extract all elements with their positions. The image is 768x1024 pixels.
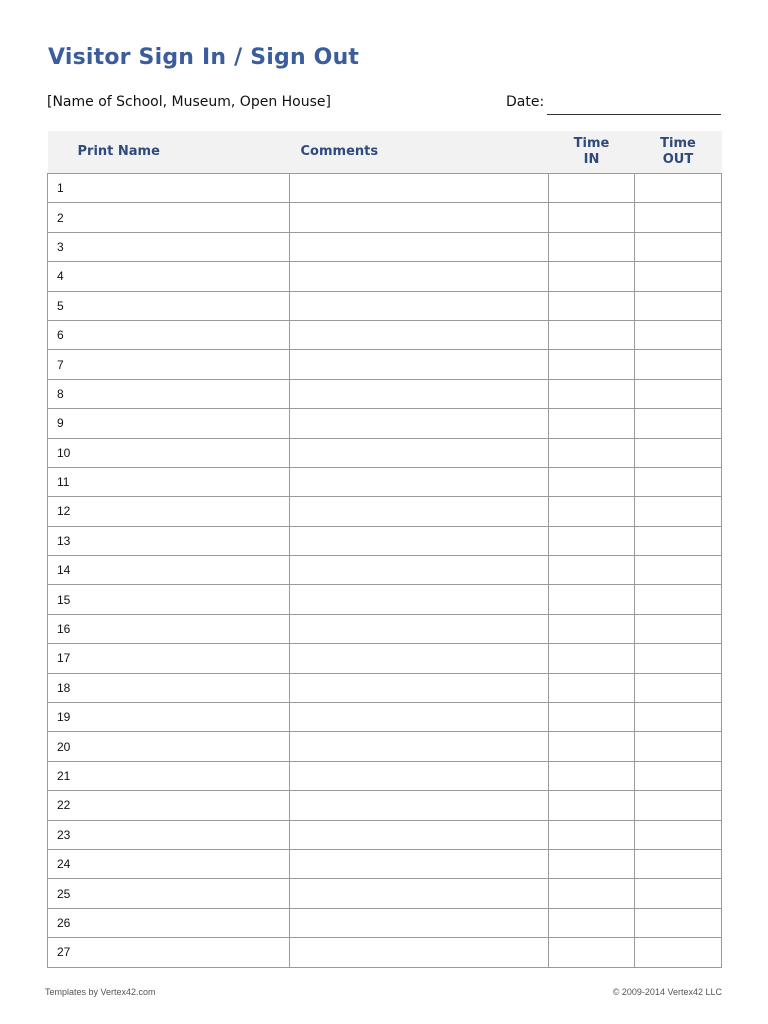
table-row (48, 673, 722, 702)
table-row (48, 467, 722, 496)
time-in-cell[interactable] (549, 409, 635, 438)
comments-cell[interactable] (290, 703, 549, 732)
time-in-cell[interactable] (549, 644, 635, 673)
row-number: 6 (57, 328, 64, 343)
print-name-cell[interactable] (48, 732, 290, 761)
comments-cell[interactable] (290, 791, 549, 820)
table-row (48, 320, 722, 349)
print-name-cell[interactable] (48, 203, 290, 232)
row-number: 8 (57, 386, 64, 401)
comments-cell[interactable] (290, 820, 549, 849)
comments-cell[interactable] (290, 320, 549, 349)
time-out-cell[interactable] (635, 379, 722, 408)
print-name-cell[interactable] (48, 174, 290, 203)
time-out-cell[interactable] (635, 938, 722, 967)
print-name-cell[interactable] (48, 820, 290, 849)
row-number: 7 (57, 357, 64, 372)
time-out-line1: Time (660, 136, 696, 151)
time-out-cell[interactable] (635, 409, 722, 438)
comments-cell[interactable] (290, 556, 549, 585)
time-out-cell[interactable] (635, 232, 722, 261)
comments-cell[interactable] (290, 644, 549, 673)
time-in-cell[interactable] (549, 203, 635, 232)
column-header-print-name: Print Name (48, 131, 290, 174)
time-in-cell[interactable] (549, 174, 635, 203)
column-header-time-out (635, 131, 722, 174)
time-out-cell[interactable] (635, 703, 722, 732)
comments-cell[interactable] (290, 526, 549, 555)
time-in-line2: IN (583, 152, 600, 167)
print-name-cell[interactable] (48, 556, 290, 585)
row-number: 26 (57, 915, 71, 930)
row-number: 25 (57, 886, 71, 901)
date-field[interactable] (506, 94, 721, 116)
row-number: 23 (57, 827, 71, 842)
print-name-cell[interactable] (48, 409, 290, 438)
print-name-cell[interactable] (48, 467, 290, 496)
print-name-cell[interactable] (48, 849, 290, 878)
comments-cell[interactable] (290, 497, 549, 526)
print-name-cell[interactable] (48, 938, 290, 967)
comments-cell[interactable] (290, 232, 549, 261)
row-number: 2 (57, 210, 64, 225)
time-out-cell[interactable] (635, 526, 722, 555)
time-out-cell[interactable] (635, 644, 722, 673)
time-in-cell[interactable] (549, 320, 635, 349)
comments-cell[interactable] (290, 174, 549, 203)
footer-copyright: © 2009-2014 Vertex42 LLC (612, 987, 722, 997)
time-out-line2: OUT (662, 152, 694, 167)
row-number: 12 (57, 504, 71, 519)
table-row (48, 497, 722, 526)
time-in-cell[interactable] (549, 585, 635, 614)
time-in-cell[interactable] (549, 291, 635, 320)
table-row (48, 174, 722, 203)
table-row (48, 438, 722, 467)
footer-credit: Templates by Vertex42.com (45, 987, 156, 997)
comments-cell[interactable] (290, 761, 549, 790)
time-in-cell[interactable] (549, 232, 635, 261)
visitor-log-table (47, 131, 722, 968)
table-row (48, 232, 722, 261)
comments-cell[interactable] (290, 203, 549, 232)
comments-cell[interactable] (290, 467, 549, 496)
table-body (48, 174, 722, 968)
time-out-cell[interactable] (635, 732, 722, 761)
table-row (48, 614, 722, 643)
comments-cell[interactable] (290, 409, 549, 438)
time-out-cell[interactable] (635, 908, 722, 937)
time-in-cell[interactable] (549, 262, 635, 291)
row-number: 3 (57, 239, 64, 254)
comments-cell[interactable] (290, 732, 549, 761)
print-name-cell[interactable] (48, 585, 290, 614)
print-name-cell[interactable] (48, 761, 290, 790)
print-name-cell[interactable] (48, 232, 290, 261)
table-row (48, 350, 722, 379)
time-in-cell[interactable] (549, 732, 635, 761)
print-name-cell[interactable] (48, 703, 290, 732)
row-number: 17 (57, 651, 71, 666)
time-in-cell[interactable] (549, 379, 635, 408)
table-row (48, 526, 722, 555)
table-row (48, 203, 722, 232)
comments-cell[interactable] (290, 379, 549, 408)
time-out-cell[interactable] (635, 467, 722, 496)
row-number: 24 (57, 857, 71, 872)
time-in-cell[interactable] (549, 673, 635, 702)
print-name-cell[interactable] (48, 350, 290, 379)
print-name-cell[interactable] (48, 791, 290, 820)
print-name-cell[interactable] (48, 644, 290, 673)
print-name-cell[interactable] (48, 908, 290, 937)
time-in-cell[interactable] (549, 350, 635, 379)
row-number: 21 (57, 769, 71, 783)
time-out-cell[interactable] (635, 291, 722, 320)
row-number: 10 (57, 445, 71, 460)
row-number: 1 (57, 181, 64, 196)
table-header-row (48, 131, 722, 174)
print-name-cell[interactable] (48, 879, 290, 908)
table-row (48, 791, 722, 820)
column-header-comments: Comments (290, 131, 549, 174)
row-number: 15 (57, 592, 71, 607)
print-name-cell[interactable] (48, 497, 290, 526)
time-in-cell[interactable] (549, 467, 635, 496)
time-out-cell[interactable] (635, 849, 722, 878)
table-row (48, 938, 722, 967)
print-name-cell[interactable] (48, 379, 290, 408)
time-in-cell[interactable] (549, 849, 635, 878)
time-in-cell[interactable] (549, 908, 635, 937)
comments-cell[interactable] (290, 673, 549, 702)
date-label: Date: (506, 94, 545, 110)
print-name-cell[interactable] (48, 526, 290, 555)
organization-name-field[interactable]: [Name of School, Museum, Open House] (47, 94, 331, 110)
time-in-cell[interactable] (549, 497, 635, 526)
time-in-cell[interactable] (549, 761, 635, 790)
row-number: 18 (57, 680, 71, 695)
time-out-cell[interactable] (635, 761, 722, 790)
time-out-cell[interactable] (635, 174, 722, 203)
comments-cell[interactable] (290, 438, 549, 467)
comments-cell[interactable] (290, 938, 549, 967)
table-row (48, 703, 722, 732)
table-row (48, 409, 722, 438)
time-in-line1: Time (573, 136, 610, 151)
time-out-cell[interactable] (635, 203, 722, 232)
time-out-cell[interactable] (635, 791, 722, 820)
time-out-cell[interactable] (635, 673, 722, 702)
print-name-cell[interactable] (48, 320, 290, 349)
time-in-cell[interactable] (549, 526, 635, 555)
time-in-cell[interactable] (549, 820, 635, 849)
table-row (48, 761, 722, 790)
comments-cell[interactable] (290, 879, 549, 908)
table-row (48, 820, 722, 849)
table-row (48, 291, 722, 320)
table-row (48, 879, 722, 908)
time-out-cell[interactable] (635, 879, 722, 908)
time-in-cell[interactable] (549, 438, 635, 467)
time-in-cell[interactable] (549, 938, 635, 967)
time-out-cell[interactable] (635, 556, 722, 585)
row-number: 13 (57, 533, 71, 548)
comments-cell[interactable] (290, 262, 549, 291)
table-row (48, 908, 722, 937)
table-row (48, 732, 722, 761)
column-header-time-in (549, 131, 635, 174)
print-name-cell[interactable] (48, 673, 290, 702)
time-out-cell[interactable] (635, 350, 722, 379)
comments-cell[interactable] (290, 614, 549, 643)
table-row (48, 379, 722, 408)
print-name-cell[interactable] (48, 438, 290, 467)
print-name-cell[interactable] (48, 262, 290, 291)
table-row (48, 556, 722, 585)
row-number: 20 (57, 739, 71, 754)
time-in-cell[interactable] (549, 879, 635, 908)
date-underline (547, 114, 721, 115)
table-row (48, 262, 722, 291)
time-in-cell[interactable] (549, 703, 635, 732)
row-number: 19 (57, 710, 71, 725)
time-in-cell[interactable] (549, 791, 635, 820)
time-out-cell[interactable] (635, 320, 722, 349)
row-number: 4 (57, 269, 64, 284)
row-number: 9 (57, 416, 64, 431)
row-number: 16 (57, 622, 71, 637)
table-row (48, 849, 722, 878)
comments-cell[interactable] (290, 350, 549, 379)
comments-cell[interactable] (290, 849, 549, 878)
row-number: 5 (57, 298, 64, 313)
print-name-cell[interactable] (48, 291, 290, 320)
time-in-cell[interactable] (549, 556, 635, 585)
time-out-cell[interactable] (635, 438, 722, 467)
comments-cell[interactable] (290, 908, 549, 937)
time-out-cell[interactable] (635, 820, 722, 849)
time-out-cell[interactable] (635, 497, 722, 526)
page-title: Visitor Sign In / Sign Out (48, 45, 360, 70)
row-number: 11 (57, 475, 70, 490)
time-out-cell[interactable] (635, 614, 722, 643)
print-name-cell[interactable] (48, 614, 290, 643)
comments-cell[interactable] (290, 291, 549, 320)
time-out-cell[interactable] (635, 585, 722, 614)
table-row (48, 644, 722, 673)
row-number: 27 (57, 945, 71, 960)
comments-cell[interactable] (290, 585, 549, 614)
row-number: 14 (57, 563, 71, 578)
row-number: 22 (57, 798, 71, 813)
table-row (48, 585, 722, 614)
time-in-cell[interactable] (549, 614, 635, 643)
time-out-cell[interactable] (635, 262, 722, 291)
